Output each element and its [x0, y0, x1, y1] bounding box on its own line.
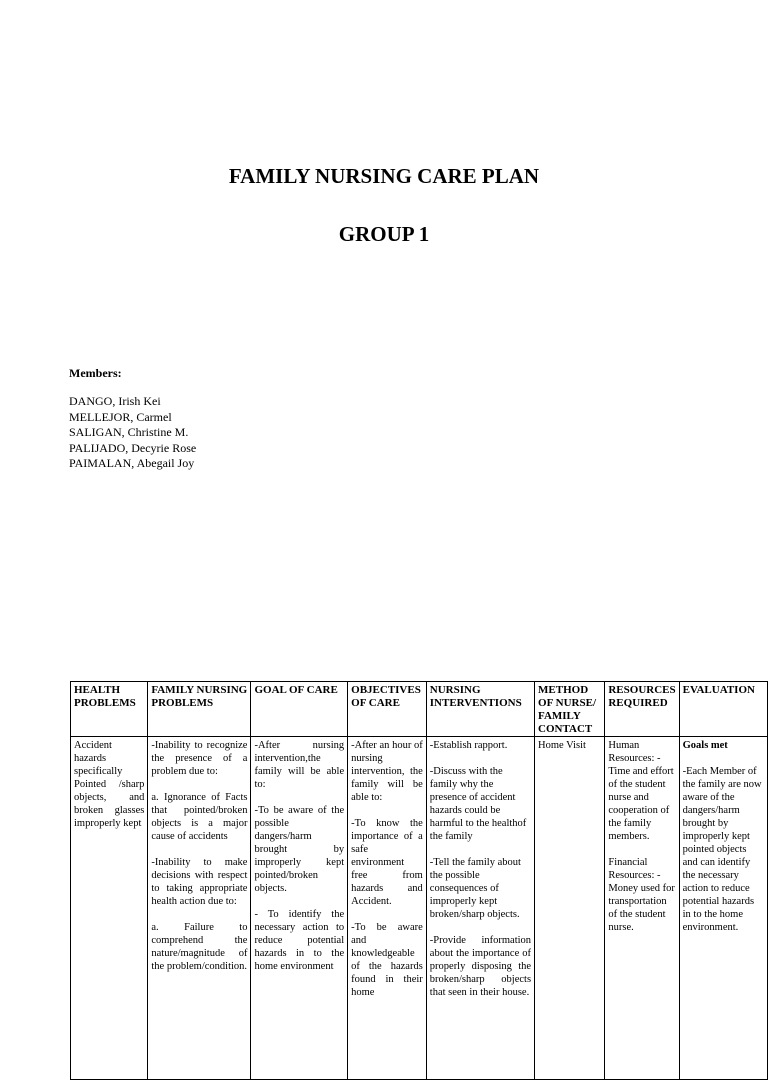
- group-title: GROUP 1: [338, 222, 430, 246]
- objective-item: -To be aware and knowledgeable of the hazards found in their home: [351, 922, 423, 998]
- goal-item: -After nursing intervention,the family will be able to:: [254, 740, 345, 790]
- table-header-row: [71, 682, 768, 737]
- goal-item: - To identify the necessary action to reduce potential hazards in to the home environment: [254, 909, 345, 972]
- resource-item: Financial Resources: -Money used for transportation of the student nurse.: [608, 857, 675, 933]
- cell-resources-required: [605, 737, 679, 1080]
- header-resources-required: RESOURCES REQUIRED: [605, 682, 679, 737]
- family-problem-item: a. Failure to comprehend the nature/magnitude of the problem/condition.: [151, 922, 248, 972]
- header-health-problems: HEALTH PROBLEMS: [71, 682, 148, 737]
- member-name: DANGO, Irish Kei: [69, 394, 161, 408]
- document-title: FAMILY NURSING CARE PLAN: [228, 164, 540, 188]
- health-problems-text: Accident hazards specifically Pointed /sharp objects, and broken glasses improperly kept: [74, 740, 145, 829]
- intervention-item: -Tell the family about the possible consequences of improperly kept broken/sharp objects.: [429, 857, 521, 920]
- header-objectives-of-care: OBJECTIVES OF CARE: [348, 682, 427, 737]
- members-label: Members:: [69, 366, 122, 380]
- intervention-item: -Discuss with the family why the presence of accident hazards could be harmful to the healthof the family: [429, 766, 527, 842]
- family-problem-item: -Inability to make decisions with respect to taking appropriate health action due to:: [151, 857, 248, 907]
- member-name: PALIJADO, Decyrie Rose: [69, 440, 197, 455]
- members-list: [69, 394, 196, 472]
- method-text: Home Visit: [538, 740, 586, 751]
- cell-family-nursing-problems: [148, 737, 251, 1080]
- cell-nursing-interventions: [426, 737, 534, 1080]
- cell-evaluation: [679, 737, 767, 1080]
- intervention-item: -Establish rapport.: [429, 740, 508, 751]
- cell-health-problems: [71, 737, 148, 1080]
- cell-method-of-contact: [535, 737, 605, 1080]
- resource-item: Human Resources: -Time and effort of the student nurse and cooperation of the family members.: [608, 740, 674, 842]
- family-problem-item: -Inability to recognize the presence of a problem due to:: [151, 740, 248, 777]
- objective-item: -After an hour of nursing intervention, the family will be able to:: [351, 740, 423, 803]
- cell-objectives-of-care: [348, 737, 427, 1080]
- evaluation-heading: Goals met: [682, 740, 728, 751]
- header-goal-of-care: GOAL OF CARE: [251, 682, 348, 737]
- intervention-item: -Provide information about the importance of properly disposing the broken/sharp objects that seen in their house.: [429, 935, 532, 998]
- cell-goal-of-care: [251, 737, 348, 1080]
- header-family-nursing-problems: FAMILY NURSING PROBLEMS: [148, 682, 251, 737]
- member-name: SALIGAN, Christine M.: [69, 425, 189, 439]
- care-plan-table: [70, 681, 768, 1080]
- header-method-of-contact: METHOD OF NURSE/ FAMILY CONTACT: [535, 682, 605, 737]
- goal-item: -To be aware of the possible dangers/harm brought by improperly kept pointed/broken objects.: [254, 805, 345, 894]
- table-row: [71, 737, 768, 1080]
- objective-item: -To know the importance of a safe environment free from hazards and Accident.: [351, 818, 423, 907]
- evaluation-text: -Each Member of the family are now aware of the dangers/harm brought by improperly kept pointed objects and can identify the necessary action to reduce potential hazards in to the home environment.: [682, 766, 762, 933]
- header-evaluation: EVALUATION: [679, 682, 767, 737]
- family-problem-item: a. Ignorance of Facts that pointed/broken objects is a major cause of accidents: [151, 792, 248, 842]
- member-name: MELLEJOR, Carmel: [69, 409, 172, 424]
- header-nursing-interventions: NURSING INTERVENTIONS: [426, 682, 534, 737]
- member-name: PAIMALAN, Abegail Joy: [69, 456, 195, 470]
